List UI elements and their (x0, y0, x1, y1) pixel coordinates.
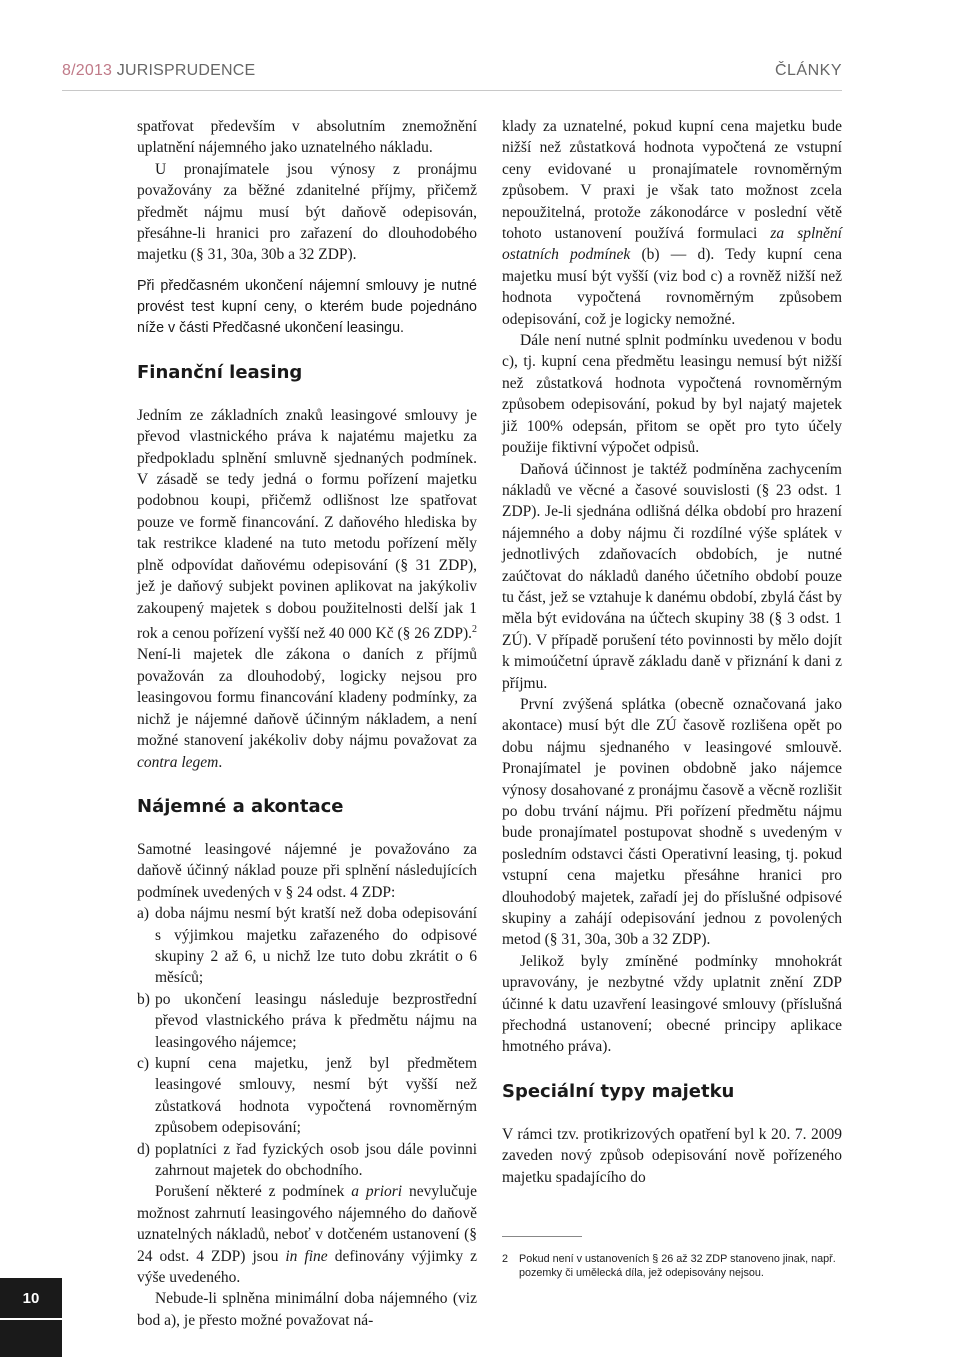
list-item: b) po ukončení leasingu následuje bezprostřední převod vlastnického práva k předmětu nájmu na leasingového nájemce; (137, 990, 477, 1051)
footnote-divider (502, 1236, 582, 1237)
header-section: ČLÁNKY (774, 62, 842, 79)
paragraph: klady za uznatelné, pokud kupní cena majetku bude nižší než zůstatková hodnota vypočtená ze vstupní ceny evidované u pronajímatele rovnoměrným způsobem. V praxi je však tato možnost zcela nepoužitelná, protože zákonodárce v poslední větě tohoto ustanovení používá formulaci za splnění ostatních podmínek (b) — d). Tedy kupní cena majetku musí být vyšší (viz bod c) a rovněž nižší než hodnota vypočtená rovnoměrným způsobem odepisování, což je logicky nemožné. (502, 118, 843, 328)
right-column (502, 116, 842, 1188)
paragraph: spatřovat především v absolutním znemožnění uplatnění nájemného jako uznatelného nákladu. (137, 118, 477, 157)
section-heading: Finanční leasing (137, 361, 303, 383)
paragraph: Nebude-li splněna minimální doba nájemného (viz bod a), je přesto možné považovat ná- (137, 1290, 477, 1329)
list-item: a) doba nájmu nesmí být kratší než doba odepisování s výjimkou majetku zařazeného do odpisové skupiny 2 až 6, u nichž lze tuto dobu zkrátit o 6 měsíců; (137, 905, 477, 987)
page-number-tab (0, 1278, 62, 1357)
footnote-ref[interactable]: 2 (472, 623, 477, 635)
header-issue: 8/2013 (62, 62, 113, 79)
section-heading: Speciální typy majetku (502, 1080, 735, 1102)
page-number: 10 (22, 1290, 40, 1307)
list-item: c) kupní cena majetku, jenž byl předmětem leasingové smlouvy, nesmí být vyšší než zůstatková hodnota vypočtená rovnoměrným způsobem odepisování; (137, 1054, 477, 1137)
paragraph: U pronajímatele jsou výnosy z pronájmu považovány za běžné zdanitelné příjmy, přičemž předmět nájmu musí být daňově odepisován, přesáhne-li hranici pro zařazení do dlouhodobého majetku (§ 31, 30a, 30b a 32 ZDP). (137, 160, 477, 264)
footnote-mark: 2 (502, 1253, 509, 1265)
paragraph: Daňová účinnost je taktéž podmíněna zachycením nákladů ve věcné a časové souvislosti (§ 23 odst. 1 ZDP). Je-li sjednána odlišná délka období pro hrazení nájemného a doby nájmu či rozdílné výše splátek v jednotlivých zdaňovacích obdobích, je nutné zaúčtovat do nákladů daného účetního období pouze tu část, jež se vztahuje k danému období, zbylá část by měla být evidována na účtech skupiny 38 (§ 3 odst. 1 ZÚ). V případě porušení této povinnosti by mělo dojít k mimoúčetní úpravě základu daně v přiznání k dani z příjmu. (502, 460, 842, 692)
paragraph: Porušení některé z podmínek a priori nevylučuje možnost zahrnutí leasingového nájemného do daňově uznatelných nákladů, neboť v dotčeném ustanovení (§ 24 odst. 4 ZDP) jsou in fine definovány výjimky z výše uvedeného. (137, 1183, 478, 1287)
note-paragraph: Při předčasném ukončení nájemní smlouvy je nutné provést test kupní ceny, o kterém bude pojednáno níže v části Předčasné ukončení leasingu. (137, 277, 477, 336)
left-column (137, 116, 477, 1331)
paragraph: V rámci tzv. protikrizových opatření byl k 20. 7. 2009 zaveden nový způsob odepisování nově pořízeného majetku spadajícího do (502, 1125, 842, 1186)
conditions-list (137, 903, 477, 1181)
header-journal (62, 62, 255, 80)
paragraph: Jedním ze základních znaků leasingové smlouvy je převod vlastnického práva k najatému majetku za předpokladu splnění smluvně sjednaných podmínek. V zásadě se tedy jedná o formu pořízení majetku podobnou koupi, přičemž odlišnost lze spatřovat pouze ve formě financování. Z daňového hlediska by tak restrikce kladené na tuto metodu pořízení měly plně odpovídat daňovému odepisování (§ 31 ZDP), jež je daňový subjekt povinen aplikovat na jakýkoliv zakoupený majetek s dobou použitelnosti delší jak 1 rok a cenou pořízení vyšší než 40 000 Kč (§ 26 ZDP).$^2$ Není-li majetek dle zákona o daních z příjmů považován za dlouhodobý, logicky nejsou pro leasingovou formu financování kladeny podmínky, za nichž je nájemné daňově účinným nákladem, a není možné stanovení jakékoliv doby nájmu považovat za contra legem. (137, 406, 477, 771)
footnote-text: Pokud není v ustanoveních § 26 až 32 ZDP stanoveno jinak, např. pozemky či umělecká díla, jež odepisovány nejsou. (519, 1253, 836, 1279)
section-heading: Nájemné a akontace (137, 795, 344, 817)
divider (0, 1318, 62, 1320)
paragraph: Jelikož byly zmíněné podmínky mnohokrát upravovány, je nezbytné vždy uplatnit znění ZDP účinné k datu uzavření leasingové smlouvy (příslušná přechodná ustanovení; obecné principy aplikace hmotného práva). (502, 952, 842, 1056)
footnote (502, 1252, 842, 1280)
paragraph: První zvýšená splátka (obecně označovaná jako akontace) musí být dle ZÚ časově rozlišena opět po dobu nájmu sjednaného v leasingové smlouvě. Pronajímatel je povinen obdobně jako nájemce výnosy dosahované z pronájmu časově a věcně rozlišit po dobu trvání nájmu. Při pořízení předmětu nájmu bude pronajímatel postupovat shodně s uvedeným v posledním odstavci části Operativní leasing, tj. pokud vstupní cena majetku přesáhne hranici pro dlouhodobý majetek, zařadí jej do příslušné odpisové skupiny a zahájí odepisování jednou z povolených metod (§ 31, 30a, 30b a 32 ZDP). (502, 695, 842, 949)
header-journal-name: JURISPRUDENCE (116, 62, 256, 79)
paragraph: Dále není nutné splnit podmínku uvedenou v bodu c), tj. kupní cena předmětu leasingu nemusí být nižší než zůstatková hodnota vypočtená rovnoměrným způsobem odepisování, pokud by byl najatý majetek již 100% odepsán, přitom se opět pro tyto účely použije fiktivní výpočet odpisů. (502, 332, 842, 457)
paragraph: Samotné leasingové nájemné je považováno za daňově účinný náklad pouze při splnění následujících podmínek uvedených v § 24 odst. 4 ZDP: (137, 840, 477, 901)
list-item: d) poplatníci z řad fyzických osob jsou dále povinni zahrnout majetek do obchodního. (137, 1140, 477, 1179)
running-header (62, 50, 842, 91)
